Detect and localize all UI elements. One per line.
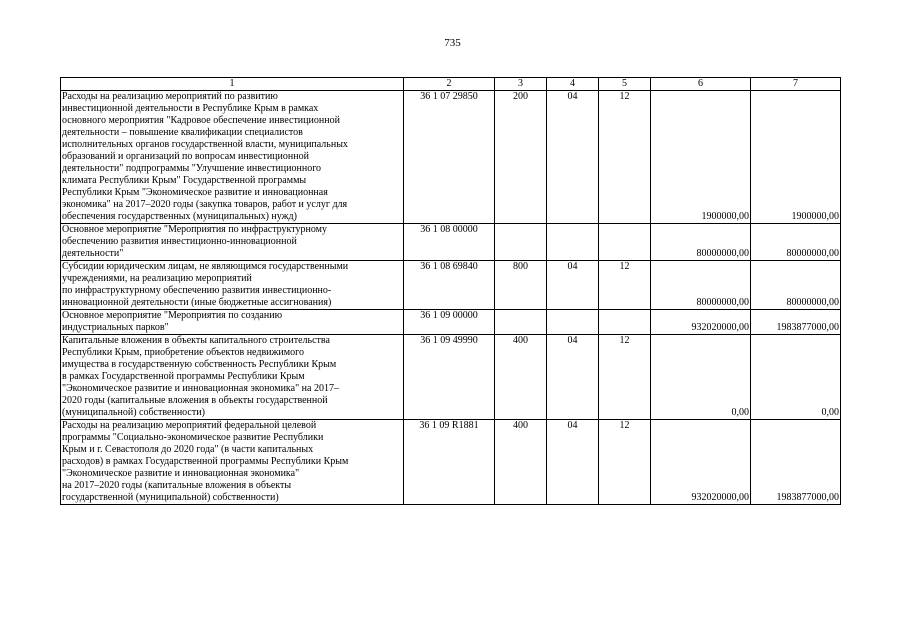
- row-subsection: 12: [599, 261, 651, 310]
- column-number: 3: [495, 78, 547, 91]
- row-amount-col7: 0,00: [751, 335, 841, 420]
- row-amount-col7: 80000000,00: [751, 224, 841, 261]
- row-section: 04: [547, 420, 599, 505]
- row-budget-code: 36 1 08 00000: [404, 224, 495, 261]
- column-number: 5: [599, 78, 651, 91]
- row-section: 04: [547, 335, 599, 420]
- row-amount-col7: 1900000,00: [751, 91, 841, 224]
- row-budget-code: 36 1 08 69840: [404, 261, 495, 310]
- row-description: Капитальные вложения в объекты капитального строительства Республики Крым, приобретение объектов недвижимого имущества в государственную собственность Республики Крым в рамках Государственной программы Республики Крым "Экономическое развитие и инновационная экономика" на 2017– 2020 годы (капитальные вложения в объекты государственной (муниципальной) собственности): [61, 335, 404, 420]
- row-budget-code: 36 1 07 29850: [404, 91, 495, 224]
- row-expense-type: 200: [495, 91, 547, 224]
- row-budget-code: 36 1 09 R1881: [404, 420, 495, 505]
- row-amount-col6: 80000000,00: [651, 224, 751, 261]
- table-row: [61, 224, 841, 261]
- row-section: 04: [547, 91, 599, 224]
- row-amount-col7: 1983877000,00: [751, 310, 841, 335]
- row-amount-col6: 932020000,00: [651, 420, 751, 505]
- row-subsection: 12: [599, 420, 651, 505]
- row-description: Основное мероприятие "Мероприятия по инфраструктурному обеспечению развития инвестиционно-инновационной деятельности": [61, 224, 404, 261]
- row-description: Основное мероприятие "Мероприятия по созданию индустриальных парков": [61, 310, 404, 335]
- row-subsection: 12: [599, 335, 651, 420]
- table-row: [61, 310, 841, 335]
- table-row: [61, 91, 841, 224]
- row-budget-code: 36 1 09 49990: [404, 335, 495, 420]
- budget-table: [60, 77, 841, 505]
- row-amount-col6: 0,00: [651, 335, 751, 420]
- row-expense-type: 400: [495, 335, 547, 420]
- row-amount-col6: 1900000,00: [651, 91, 751, 224]
- row-section: [547, 310, 599, 335]
- table-row: [61, 420, 841, 505]
- row-expense-type: [495, 224, 547, 261]
- row-amount-col6: 932020000,00: [651, 310, 751, 335]
- table-row: [61, 261, 841, 310]
- row-description: Расходы на реализацию мероприятий федеральной целевой программы "Социально-экономическое развитие Республики Крым и г. Севастополя до 2020 года" (в части капитальных расходов) в рамках Государственной программы Республики Крым "Экономическое развитие и инновационная экономика" на 2017–2020 годы (капитальные вложения в объекты государственной (муниципальной) собственности): [61, 420, 404, 505]
- row-subsection: [599, 310, 651, 335]
- row-expense-type: 800: [495, 261, 547, 310]
- row-section: 04: [547, 261, 599, 310]
- row-amount-col6: 80000000,00: [651, 261, 751, 310]
- row-description: Расходы на реализацию мероприятий по развитию инвестиционной деятельности в Республике Крым в рамках основного мероприятия "Кадровое обеспечение инвестиционной деятельности – повышение квалификации специалистов исполнительных органов государственной власти, муниципальных образований и организаций по вопросам инвестиционной деятельности" подпрограммы "Улучшение инвестиционного климата Республики Крым" Государственной программы Республики Крым "Экономическое развитие и инновационная экономика" на 2017–2020 годы (закупка товаров, работ и услуг для обеспечения государственных (муниципальных) нужд): [61, 91, 404, 224]
- row-subsection: [599, 224, 651, 261]
- page-number: 735: [444, 37, 461, 49]
- row-section: [547, 224, 599, 261]
- row-amount-col7: 80000000,00: [751, 261, 841, 310]
- column-number-row: [61, 78, 841, 91]
- column-number: 6: [651, 78, 751, 91]
- column-number: 7: [751, 78, 841, 91]
- column-number: 1: [61, 78, 404, 91]
- column-number: 2: [404, 78, 495, 91]
- row-expense-type: [495, 310, 547, 335]
- row-subsection: 12: [599, 91, 651, 224]
- table-row: [61, 335, 841, 420]
- row-budget-code: 36 1 09 00000: [404, 310, 495, 335]
- row-expense-type: 400: [495, 420, 547, 505]
- row-description: Субсидии юридическим лицам, не являющимся государственными учреждениями, на реализацию мероприятий по инфраструктурному обеспечению развития инвестиционно- инновационной деятельности (иные бюджетные ассигнования): [61, 261, 404, 310]
- column-number: 4: [547, 78, 599, 91]
- row-amount-col7: 1983877000,00: [751, 420, 841, 505]
